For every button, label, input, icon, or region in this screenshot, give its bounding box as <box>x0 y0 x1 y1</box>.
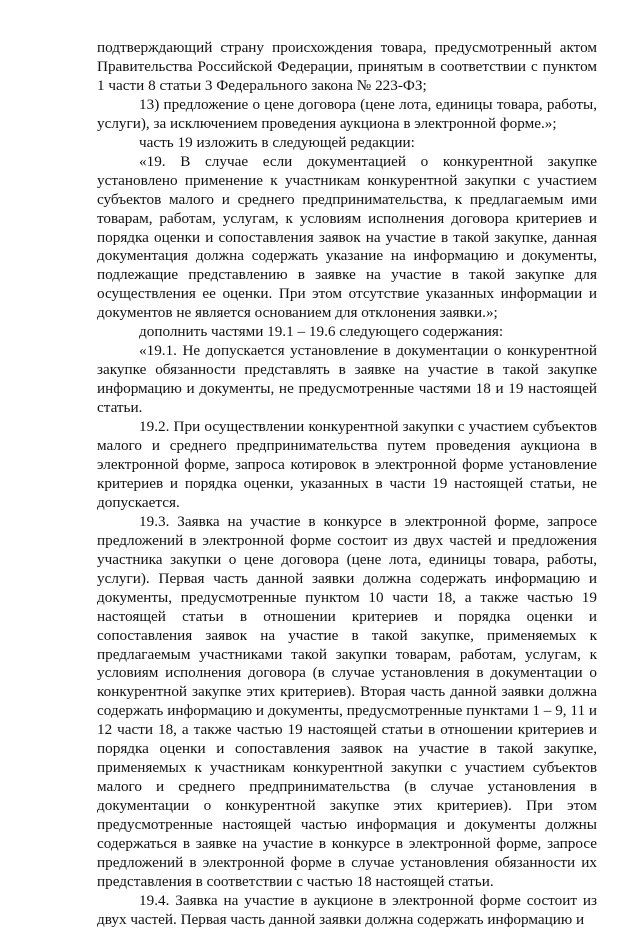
paragraph-part-19-1: «19.1. Не допускается установление в документации о конкурентной закупке обязанности представлять в заявке на участие в такой закупке информацию и документы, не предусмотренные частями 18 и 19 настоящей статьи. <box>97 342 597 417</box>
paragraph-parts-19-1-19-6-intro: дополнить частями 19.1 – 19.6 следующего содержания: <box>139 323 504 341</box>
paragraph-part-19-3: 19.3. Заявка на участие в конкурсе в электронной форме, запросе предложений в электронной форме состоит из двух частей и предложения участника закупки о цене договора (цене лота, единицы товара, работы, услуги). Первая часть данной заявки должна содержать информацию и документы, предусмотренные пунктом 10 части 18, а также частью 19 настоящей статьи в отношении критериев и порядка оценки и сопоставления заявок на участие в такой закупке, применяемых к предлагаемым участниками такой закупки товарам, работам, услугам, к условиям исполнения договора (в случае установления в документации о конкурентной закупке этих критериев). Вторая часть данной заявки должна содержать информацию и документы, предусмотренные пунктами 1 – 9, 11 и 12 части 18, а также частью 19 настоящей статьи в отношении критериев и порядка оценки и сопоставления заявок на участие в такой закупке, применяемых к участникам конкурентной закупки с участием субъектов малого и среднего предпринимательства (в случае установления в документации о конкурентной закупке этих критериев). При этом предусмотренные настоящей частью информация и документы должны содержаться в заявке на участие в конкурсе в электронной форме, запросе предложений в электронной форме в случае установления обязанности их представления в соответствии с частью 18 настоящей статьи. <box>97 512 597 890</box>
paragraph-part-19-2: 19.2. При осуществлении конкурентной закупки с участием субъектов малого и среднего предпринимательства путем проведения аукциона в электронной форме, запроса котировок в электронной форме установление критериев и порядка оценки, указанных в части 19 настоящей статьи, не допускается. <box>97 418 597 511</box>
paragraph-part-19-4: 19.4. Заявка на участие в аукционе в электронной форме состоит из двух частей. Первая часть данной заявки должна содержать информацию и <box>97 891 597 928</box>
paragraph-continuation: подтверждающий страну происхождения товара, предусмотренный актом Правительства Российской Федерации, принятым в соответствии с пунктом 1 части 8 статьи 3 Федерального закона № 223-ФЗ; <box>97 39 597 94</box>
paragraph-item-13: 13) предложение о цене договора (цене лота, единицы товара, работы, услуги), за исключением проведения аукциона в электронной форме.»; <box>97 95 597 132</box>
paragraph-part-19-intro: часть 19 изложить в следующей редакции: <box>139 133 415 151</box>
document-body <box>97 39 597 930</box>
paragraph-part-19: «19. В случае если документацией о конкурентной закупке установлено применение к участникам конкурентной закупки с участием субъектов малого и среднего предпринимательства, к предлагаемым ими товарам, работам, услугам, к условиям исполнения договора критериев и порядка оценки и сопоставления заявок на участие в такой закупке, данная документация должна содержать указание на информацию и документы, подлежащие представлению в заявке на участие в такой закупке для осуществления ее оценки. При этом отсутствие указанных информации и документов не является основанием для отклонения заявки.»; <box>97 152 597 322</box>
